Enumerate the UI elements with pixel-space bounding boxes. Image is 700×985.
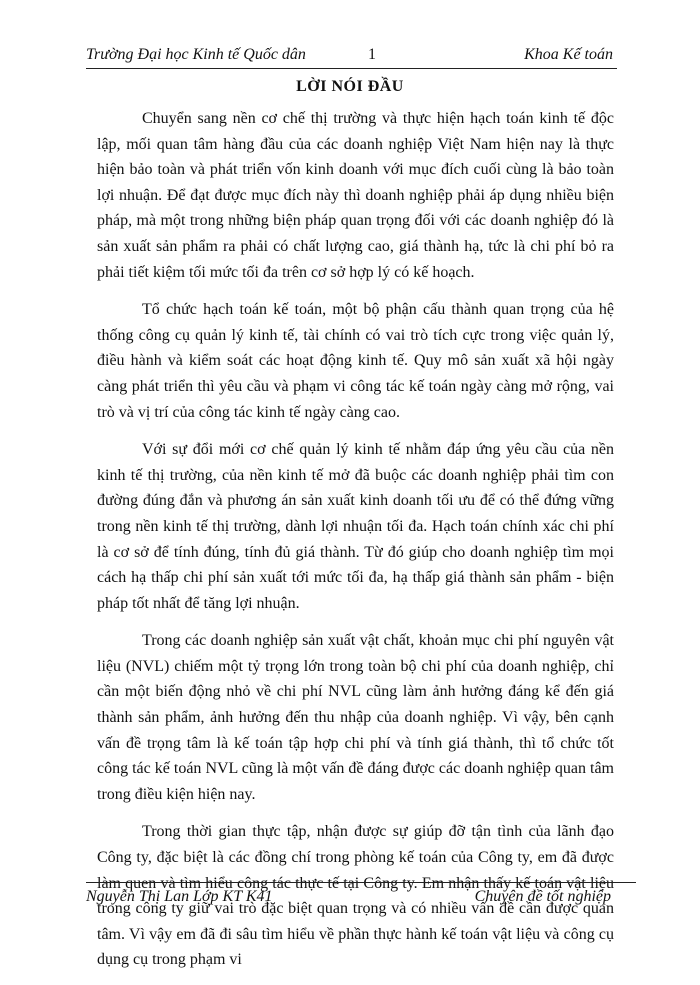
document-body	[97, 106, 614, 985]
header-university: Trường Đại học Kinh tế Quốc dân	[86, 46, 306, 63]
document-title: LỜI NÓI ĐẦU	[296, 78, 404, 95]
header-faculty: Khoa Kế toán	[524, 46, 613, 63]
page-number: 1	[368, 46, 376, 63]
footer-divider	[86, 882, 636, 883]
footer-doc-type: Chuyên đề tốt nghiệp	[474, 888, 611, 905]
page-header	[86, 46, 617, 70]
header-divider	[86, 68, 617, 69]
paragraph: Trong các doanh nghiệp sản xuất vật chất, khoản mục chi phí nguyên vật liệu (NVL) chiếm một tỷ trọng lớn trong toàn bộ chi phí của doanh nghiệp, chỉ cần một biến động nhỏ về chi phí NVL cũng làm ảnh hưởng đáng kể đến giá thành sản phẩm, ảnh hưởng đến thu nhập của doanh nghiệp. Vì vậy, bên cạnh vấn đề trọng tâm là kế toán tập hợp chi phí và tính giá thành, thì tổ chức tốt công tác kế toán NVL cũng là một vấn đề đáng được các doanh nghiệp quan tâm trong điều kiện hiện nay.	[97, 632, 614, 803]
paragraph: Chuyển sang nền cơ chế thị trường và thực hiện hạch toán kinh tế độc lập, mối quan tâm hàng đầu của các doanh nghiệp Việt Nam hiện nay là thực hiện bảo toàn và phát triển vốn kinh doanh với mục đích cuối cùng là bảo toàn lợi nhuận. Để đạt được mục đích này thì doanh nghiệp phải áp dụng nhiều biện pháp, mà một trong những biện pháp quan trọng đối với các doanh nghiệp đó là sản xuất sản phẩm ra phải có chất lượng cao, giá thành hạ, tức là chi phí bỏ ra phải tiết kiệm tối mức tối đa trên cơ sở hợp lý có kế hoạch.	[97, 110, 614, 281]
page-footer	[86, 888, 617, 912]
paragraph: Trong thời gian thực tập, nhận được sự giúp đỡ tận tình của lãnh đạo Công ty, đặc biệt là các đồng chí trong phòng kế toán của Công ty, em đã được làm quen và tìm hiểu công tác thực tế tại Công ty. Em nhận thấy kế toán vật liệu trong công ty giữ vai trò đặc biệt quan trọng và có nhiều vấn đề cần được quan tâm. Vì vậy em đã đi sâu tìm hiểu về phần thực hành kế toán vật liệu và công cụ dụng cụ trong phạm vi	[97, 823, 614, 969]
paragraph: Tổ chức hạch toán kế toán, một bộ phận cấu thành quan trọng của hệ thống công cụ quản lý kinh tế, tài chính có vai trò tích cực trong việc quản lý, điều hành và kiểm soát các hoạt động kinh tế. Quy mô sản xuất xã hội ngày càng phát triển thì yêu cầu và phạm vi công tác kế toán ngày càng mở rộng, vai trò và vị trí của công tác kinh tế ngày càng cao.	[97, 301, 614, 421]
footer-author: Nguyễn Thị Lan Lớp KT K41	[86, 888, 273, 905]
paragraph: Với sự đổi mới cơ chế quản lý kinh tế nhằm đáp ứng yêu cầu của nền kinh tế thị trường, của nền kinh tế mở đã buộc các doanh nghiệp phải tìm con đường đúng đắn và phương án sản xuất kinh doanh tối ưu để có thể đứng vững trong nền kinh tế thị trường, dành lợi nhuận tối đa. Hạch toán chính xác chi phí là cơ sở để tính đúng, tính đủ giá thành. Từ đó giúp cho doanh nghiệp tìm mọi cách hạ thấp chi phí sản xuất tới mức tối đa, hạ thấp giá thành sản phẩm - biện pháp tốt nhất để tăng lợi nhuận.	[97, 441, 614, 612]
